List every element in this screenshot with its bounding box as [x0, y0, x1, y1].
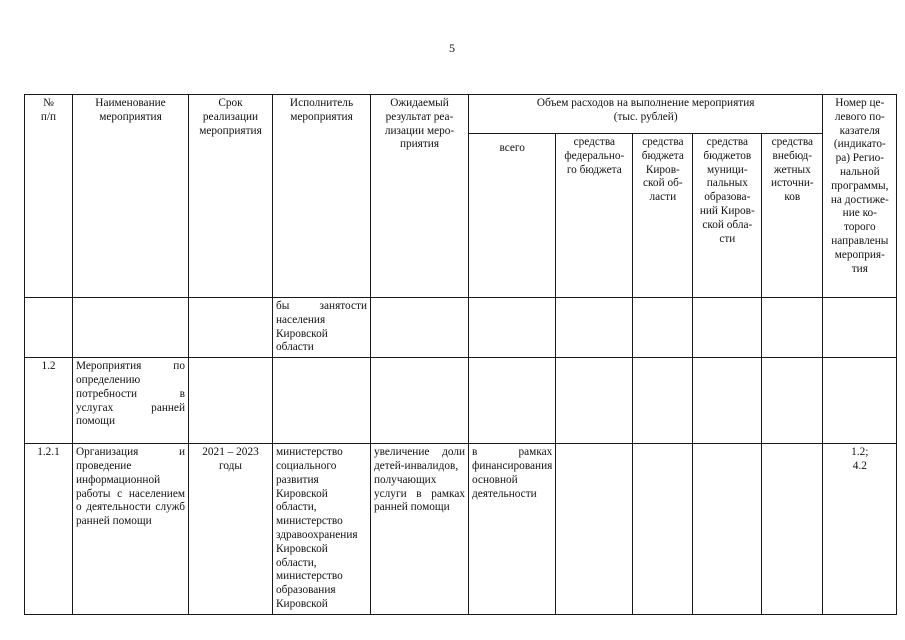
cell-empty: [693, 444, 762, 615]
header-num: [25, 95, 73, 298]
header-regional: [633, 134, 693, 298]
header-term: [189, 95, 273, 298]
cell-empty: [762, 298, 823, 358]
row-1-2-num: [25, 358, 73, 444]
header-federal-text: средства федерально- го бюджета: [564, 136, 625, 176]
row-1-2-num-text: 1.2: [41, 360, 56, 373]
row-1-2-1-indicator: [823, 444, 897, 615]
row-1-2-1-term-text: 2021 – 2023 годы: [202, 446, 259, 472]
cell-empty: [762, 358, 823, 444]
header-executor-text: Исполнитель мероприятия: [289, 97, 354, 123]
table-row: [25, 298, 897, 358]
cell-empty: [556, 358, 633, 444]
row-1-2-1-name: [73, 444, 189, 615]
header-num-text: № п/п: [40, 97, 57, 123]
header-indicator-text: Номер це- левого по- казателя (индикато- ра) Регио- нальной программы, на достиже- ние ко- торого направлены мероприя- тия: [830, 97, 889, 275]
cell-empty: [556, 298, 633, 358]
header-total: [469, 134, 556, 298]
cell-empty: [633, 358, 693, 444]
cell-empty: [371, 358, 469, 444]
cell-empty: [823, 358, 897, 444]
header-federal: [556, 134, 633, 298]
header-total-text: всего: [499, 142, 525, 154]
row-1-2-1-num-text: 1.2.1: [37, 446, 60, 459]
cell-empty: [469, 298, 556, 358]
header-indicator: [823, 95, 897, 298]
header-offbudget-text: средства внебюд- жетных источни- ков: [770, 136, 814, 204]
activities-table: [24, 94, 897, 615]
row-1-2-1-executor: [273, 444, 371, 615]
header-name: [73, 95, 189, 298]
cell-empty: [25, 298, 73, 358]
cell-empty: [823, 298, 897, 358]
row-1-2-1-total-text: в рамках финансирования основной деятельности: [472, 446, 553, 500]
header-municipal: [693, 134, 762, 298]
header-row-top: [25, 95, 897, 134]
cell-empty: [633, 298, 693, 358]
row-1-2-1-term: [189, 444, 273, 615]
row-1-2-1-indicator-text: 1.2; 4.2: [851, 446, 869, 472]
cell-empty: [693, 298, 762, 358]
row-cont-executor: [273, 298, 371, 358]
header-name-text: Наименование мероприятия: [95, 97, 166, 123]
cell-empty: [73, 298, 189, 358]
cell-empty: [469, 358, 556, 444]
table-row: [25, 358, 897, 444]
header-regional-text: средства бюджета Киров- ской об- ласти: [641, 136, 684, 204]
row-1-2-1-num: [25, 444, 73, 615]
header-offbudget: [762, 134, 823, 298]
cell-empty: [633, 444, 693, 615]
header-term-text: Срок реализации мероприятия: [199, 97, 262, 137]
header-result: [371, 95, 469, 298]
cell-empty: [693, 358, 762, 444]
header-expenses-text: Объем расходов на выполнение мероприятия (тыс. рублей): [536, 97, 755, 123]
cell-empty: [556, 444, 633, 615]
row-1-2-1-name-text: Организация и проведение информационной работы с населением о деятельности служб ранней помощи: [76, 446, 185, 528]
row-1-2-name-text: Мероприятия по определению потребности в услугах ранней помощи: [76, 360, 185, 428]
header-expenses: [469, 95, 823, 134]
header-result-text: Ожидаемый результат реа- лизации меро- приятия: [384, 97, 455, 151]
row-1-2-1-executor-text: министерство социального развития Кировской области, министерство здравоохранения Кировской области, министерство образования Кировской: [276, 446, 358, 610]
cell-empty: [189, 358, 273, 444]
row-1-2-1-result: [371, 444, 469, 615]
cell-empty: [273, 358, 371, 444]
cell-empty: [762, 444, 823, 615]
row-cont-executor-text: бы занятости населения Кировской области: [276, 300, 367, 354]
row-1-2-1-total: [469, 444, 556, 615]
cell-empty: [189, 298, 273, 358]
table-row: [25, 444, 897, 615]
cell-empty: [371, 298, 469, 358]
page-number: 5: [449, 41, 455, 55]
header-executor: [273, 95, 371, 298]
row-1-2-1-result-text: увеличение доли детей-инвалидов, получающих услуги в рамках ранней помощи: [374, 446, 465, 514]
row-1-2-name: [73, 358, 189, 444]
header-municipal-text: средства бюджетов муници- пальных образова- ний Киров- ской обла- сти: [699, 136, 755, 245]
